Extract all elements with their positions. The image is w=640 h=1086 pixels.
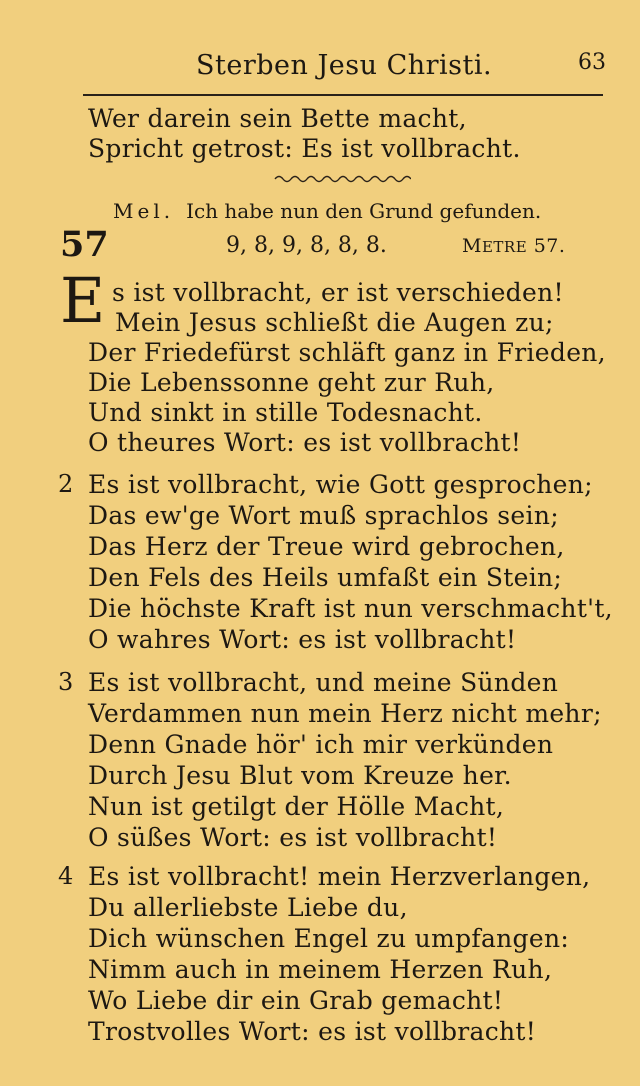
text-line: Mein Jesus schließt die Augen zu;	[115, 308, 554, 337]
metre-label-first: M	[462, 235, 482, 257]
text-line: Den Fels des Heils umfaßt ein Stein;	[88, 563, 563, 592]
text-line: Es ist vollbracht, wie Gott gesprochen;	[88, 470, 593, 499]
running-header	[0, 46, 640, 86]
text-line: Dich wünschen Engel zu umpfangen:	[88, 924, 570, 953]
tune-name: Ich habe nun den Grund gefunden.	[186, 199, 542, 223]
text-line: s ist vollbracht, er ist verschieden!	[112, 278, 564, 307]
text-line: Nimm auch in meinem Herzen Ruh,	[88, 955, 553, 984]
text-line: O theures Wort: es ist vollbracht!	[88, 428, 522, 457]
text-line: Nun ist getilgt der Hölle Macht,	[88, 792, 505, 821]
metre-label-rest: ETRE	[481, 238, 528, 256]
metre-ref-number: 57.	[533, 235, 566, 257]
header-rule	[83, 94, 603, 96]
text-line: Verdammen nun mein Herz nicht mehr;	[88, 699, 602, 728]
page-number: 63	[578, 50, 606, 75]
text-line: Denn Gnade hör' ich mir verkünden	[88, 730, 554, 759]
tune-prefix: Mel.	[113, 199, 175, 223]
text-line: Es ist vollbracht, und meine Sünden	[88, 668, 559, 697]
text-line: Spricht getrost: Es ist vollbracht.	[88, 134, 521, 163]
text-line: Und sinkt in stille Todesnacht.	[88, 398, 483, 427]
running-title: Sterben Jesu Christi.	[196, 50, 493, 81]
tune-line	[113, 199, 541, 223]
text-line: O wahres Wort: es ist vollbracht!	[88, 625, 517, 654]
verse-number: 3	[58, 668, 74, 696]
text-line: Durch Jesu Blut vom Kreuze her.	[88, 761, 512, 790]
text-line: Trostvolles Wort: es ist vollbracht!	[88, 1017, 537, 1046]
wavy-ornament	[273, 172, 411, 186]
text-line: Die Lebenssonne geht zur Ruh,	[88, 368, 495, 397]
text-line: Die höchste Kraft ist nun verschmacht't,	[88, 594, 613, 623]
meter: 9, 8, 9, 8, 8, 8.	[226, 233, 387, 258]
text-line: Du allerliebste Liebe du,	[88, 893, 408, 922]
text-line: Das Herz der Treue wird gebrochen,	[88, 532, 565, 561]
text-line: Der Friedefürst schläft ganz in Frieden,	[88, 338, 606, 367]
text-line: Wer darein sein Bette macht,	[88, 104, 467, 133]
verse-number: 2	[58, 470, 74, 498]
metre-reference	[462, 235, 565, 257]
text-line: Das ew'ge Wort muß sprachlos sein;	[88, 501, 559, 530]
verse-number: 4	[58, 862, 74, 890]
text-line: O süßes Wort: es ist vollbracht!	[88, 823, 498, 852]
text-line: Es ist vollbracht! mein Herzverlangen,	[88, 862, 591, 891]
hymn-number: 57	[60, 224, 109, 265]
text-line: Wo Liebe dir ein Grab gemacht!	[88, 986, 504, 1015]
drop-cap: E	[60, 264, 106, 337]
